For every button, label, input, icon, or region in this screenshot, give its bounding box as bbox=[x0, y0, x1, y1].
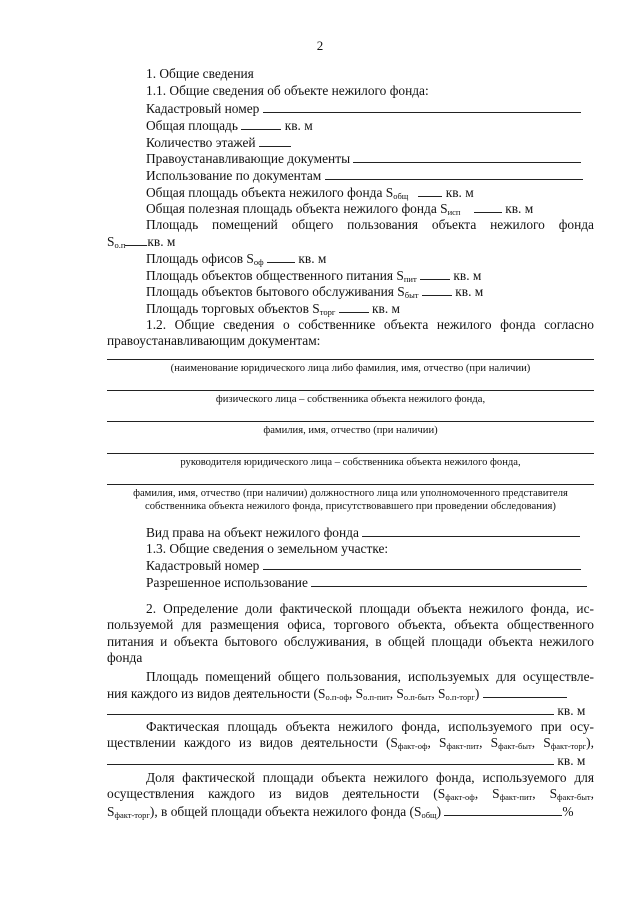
right-type-row bbox=[146, 524, 580, 541]
right-type-field[interactable] bbox=[362, 524, 580, 537]
subscript: общ bbox=[421, 810, 437, 820]
usage-docs-field[interactable] bbox=[325, 167, 583, 180]
common-use-area-line-3 bbox=[107, 702, 585, 719]
common-use-area-line-1: Площадь помещений общего пользования, используемых для осуществле- bbox=[146, 669, 594, 684]
representative-field[interactable] bbox=[107, 484, 594, 485]
catering-area-label: Площадь объектов общественного питания S bbox=[146, 268, 404, 283]
office-area-row bbox=[146, 250, 326, 267]
land-cadastral-field[interactable] bbox=[263, 557, 581, 570]
permitted-use-row bbox=[146, 574, 587, 591]
permitted-use-field[interactable] bbox=[311, 574, 587, 587]
share-line-2: осуществления каждого из видов деятельности ($S_{факт-оф}$, $S_{факт-пит}$, $S_{факт-быт}$, bbox=[107, 786, 594, 802]
object-total-area-row bbox=[146, 184, 474, 201]
section-2-line-2: пользуемой для размещения офиса, торгового объекта, объекта общественного bbox=[107, 617, 594, 632]
useful-area-field[interactable] bbox=[474, 200, 502, 213]
unit-label: кв. м bbox=[455, 284, 484, 299]
land-cadastral-label: Кадастровый номер bbox=[146, 558, 260, 573]
subscript: о.п-торг bbox=[445, 692, 475, 702]
section-1-title: 1. Общие сведения bbox=[146, 66, 254, 81]
object-total-area-field[interactable] bbox=[418, 184, 442, 197]
share-text: осуществления каждого из видов деятельности (S bbox=[107, 786, 446, 801]
trade-area-row bbox=[146, 300, 400, 317]
subsection-1-3-title: 1.3. Общие сведения о земельном участке: bbox=[146, 541, 389, 556]
director-field[interactable] bbox=[107, 453, 594, 454]
trade-area-field[interactable] bbox=[339, 300, 369, 313]
usage-docs-label: Использование по документам bbox=[146, 168, 322, 183]
share-line-1: Доля фактической площади объекта нежилого фонда, используемого для bbox=[146, 770, 594, 785]
object-total-area-subscript: общ bbox=[393, 191, 409, 201]
common-use-area-line-2: ния каждого из видов деятельности ($S_{о.п-оф}$, $S_{о.п-пит}$, $S_{о.п-быт}$, $S_{о.п-торг}$) bbox=[107, 685, 567, 702]
trade-area-label: Площадь торговых объектов S bbox=[146, 301, 320, 316]
subscript: о.п-быт bbox=[403, 692, 432, 702]
office-area-subscript: оф bbox=[253, 257, 264, 267]
unit-label: кв. м bbox=[298, 251, 327, 266]
subscript: о.п-пит bbox=[363, 692, 390, 702]
title-docs-row bbox=[146, 150, 581, 167]
useful-area-subscript: исп bbox=[447, 207, 461, 217]
usage-docs-row bbox=[146, 167, 583, 184]
actual-area-line-1: Фактическая площадь объекта нежилого фонда, используемого при осу- bbox=[146, 719, 594, 734]
percent-sign: % bbox=[562, 804, 574, 819]
actual-area-text: ществлении каждого из видов деятельности (S bbox=[107, 735, 398, 750]
office-area-label: Площадь офисов S bbox=[146, 251, 254, 266]
common-area-subscript: о.п bbox=[114, 240, 126, 250]
common-area-field[interactable] bbox=[125, 233, 147, 246]
useful-area-row bbox=[146, 200, 533, 217]
common-use-area-text: ния каждого из видов деятельности (S bbox=[107, 686, 326, 701]
section-2-line-4: фонда bbox=[107, 650, 143, 665]
common-use-area-field[interactable] bbox=[483, 685, 567, 698]
owner-caption-4: руководителя юридического лица – собственника объекта нежилого фонда, bbox=[180, 457, 521, 468]
office-area-field[interactable] bbox=[267, 250, 295, 263]
common-area-line-2 bbox=[107, 233, 175, 250]
subscript: факт-оф bbox=[445, 792, 475, 802]
owner-name-field[interactable] bbox=[107, 359, 594, 360]
total-area-row bbox=[146, 117, 313, 134]
subscript: факт-торг bbox=[550, 741, 587, 751]
trade-area-subscript: торг bbox=[319, 307, 336, 317]
owner-caption-6: собственника объекта нежилого фонда, присутствовавшего при проведении обследования) bbox=[145, 501, 556, 512]
subsection-1-2-line-2: правоустанавливающим документам: bbox=[107, 333, 321, 348]
total-area-field[interactable] bbox=[241, 117, 281, 130]
title-docs-label: Правоустанавливающие документы bbox=[146, 151, 351, 166]
actual-area-line-2: ществлении каждого из видов деятельности ($S_{факт-оф}$, $S_{факт-пит}$, $S_{факт-быт}$, $S_{факт-торг}$), bbox=[107, 735, 594, 751]
subscript: о.п-оф bbox=[325, 692, 349, 702]
object-total-area-label: Общая площадь объекта нежилого фонда S bbox=[146, 185, 394, 200]
cadastral-number-label: Кадастровый номер bbox=[146, 101, 260, 116]
right-type-label: Вид права на объект нежилого фонда bbox=[146, 525, 359, 540]
land-cadastral-row bbox=[146, 557, 581, 574]
cadastral-number-row bbox=[146, 100, 581, 117]
subscript: факт-пит bbox=[446, 741, 480, 751]
owner-caption-3: фамилия, имя, отчество (при наличии) bbox=[263, 425, 438, 436]
useful-area-label: Общая полезная площадь объекта нежилого фонда S bbox=[146, 201, 448, 216]
share-text-2: ), в общей площади объекта нежилого фонда (S bbox=[149, 804, 422, 819]
consumer-area-row bbox=[146, 283, 483, 300]
subsection-1-1-title: 1.1. Общие сведения об объекте нежилого фонда: bbox=[146, 83, 429, 98]
owner-fio-field[interactable] bbox=[107, 421, 594, 422]
catering-area-subscript: пит bbox=[403, 274, 417, 284]
unit-label: кв. м bbox=[445, 185, 474, 200]
subscript: факт-пит bbox=[499, 792, 533, 802]
catering-area-field[interactable] bbox=[420, 267, 450, 280]
subscript: факт-оф bbox=[397, 741, 428, 751]
actual-area-field[interactable] bbox=[107, 752, 554, 765]
unit-label: кв. м bbox=[557, 703, 586, 718]
share-line-3: $S_{факт-торг}$), в общей площади объекта нежилого фонда $(S_{общ})$ % bbox=[107, 804, 574, 820]
floors-field[interactable] bbox=[259, 134, 291, 147]
owner-person-field[interactable] bbox=[107, 390, 594, 391]
unit-label: кв. м bbox=[453, 268, 482, 283]
catering-area-row bbox=[146, 267, 481, 284]
consumer-area-label: Площадь объектов бытового обслуживания S bbox=[146, 284, 405, 299]
floors-row bbox=[146, 134, 291, 151]
subscript: факт-торг bbox=[114, 810, 150, 820]
owner-caption-5: фамилия, имя, отчество (при наличии) должностного лица или уполномоченного представителя bbox=[133, 488, 568, 499]
subscript: факт-быт bbox=[557, 792, 591, 802]
subscript: факт-быт bbox=[498, 741, 532, 751]
unit-label: кв. м bbox=[147, 234, 176, 249]
permitted-use-label: Разрешенное использование bbox=[146, 575, 308, 590]
unit-label: кв. м bbox=[557, 753, 586, 768]
subsection-1-2-line-1: 1.2. Общие сведения о собственнике объекта нежилого фонда согласно bbox=[146, 317, 594, 332]
unit-label: кв. м bbox=[284, 118, 313, 133]
section-2-line-3: питания и объекта бытового обслуживания, в общей площади объекта нежилого bbox=[107, 634, 594, 649]
common-area-symbol: S bbox=[107, 234, 115, 249]
consumer-area-field[interactable] bbox=[422, 283, 452, 296]
common-area-line-1: Площадь помещений общего пользования объекта нежилого фонда bbox=[146, 217, 594, 232]
consumer-area-subscript: быт bbox=[404, 290, 419, 300]
owner-caption-2: физического лица – собственника объекта нежилого фонда, bbox=[215, 394, 486, 405]
section-2-line-1: 2. Определение доли фактической площади объекта нежилого фонда, ис- bbox=[146, 601, 594, 616]
cadastral-number-field[interactable] bbox=[263, 100, 581, 113]
title-docs-field[interactable] bbox=[353, 150, 581, 163]
share-percent-field[interactable] bbox=[444, 803, 562, 816]
total-area-label: Общая площадь bbox=[146, 118, 238, 133]
page-number: 2 bbox=[316, 38, 324, 53]
common-use-area-field-2[interactable] bbox=[107, 702, 554, 715]
owner-caption-1: (наименование юридического лица либо фамилия, имя, отчество (при наличии) bbox=[170, 363, 531, 374]
floors-label: Количество этажей bbox=[146, 135, 256, 150]
unit-label: кв. м bbox=[505, 201, 534, 216]
unit-label: кв. м bbox=[372, 301, 401, 316]
actual-area-line-3 bbox=[107, 752, 585, 769]
